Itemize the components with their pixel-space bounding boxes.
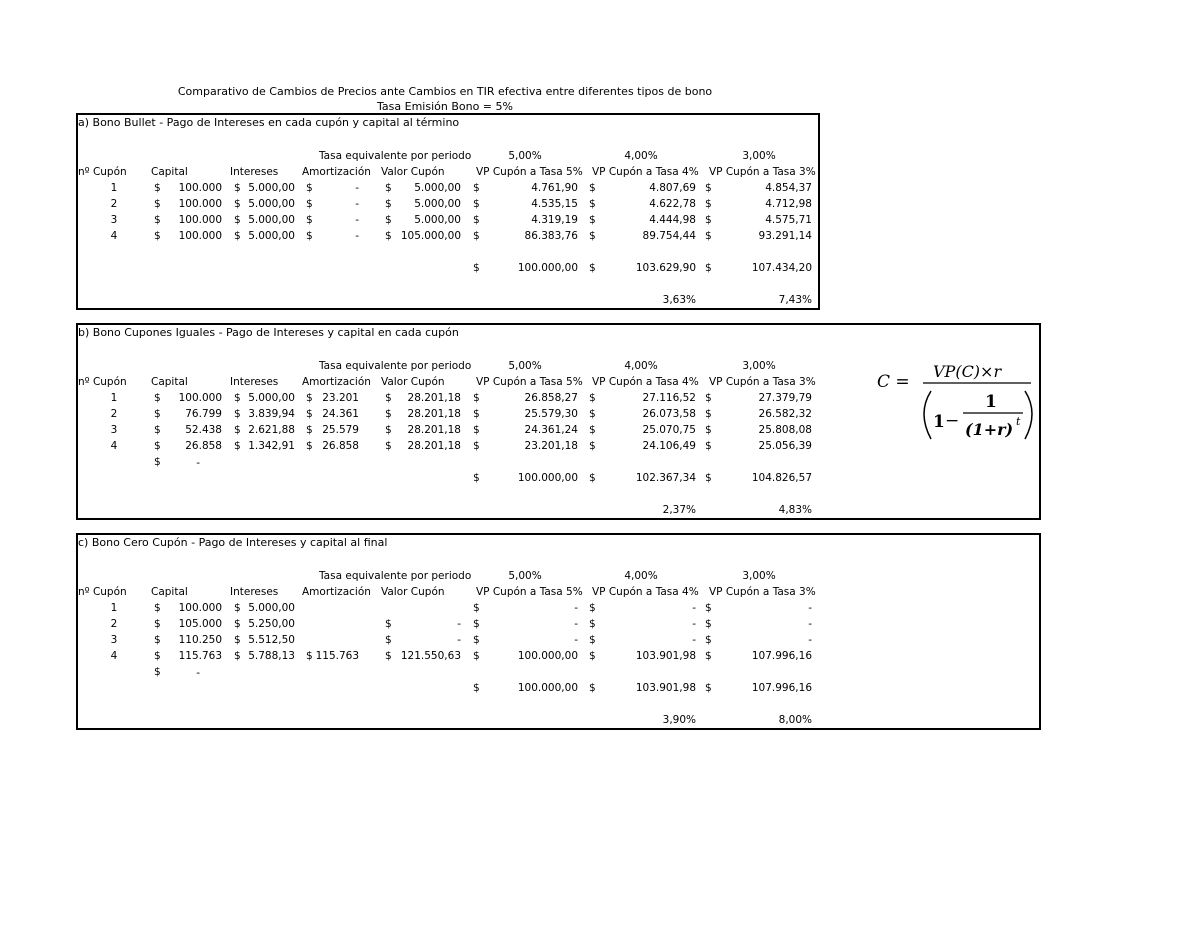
- currency-symbol: $: [385, 198, 392, 210]
- price-change-vp3: 7,43%: [778, 294, 812, 306]
- formula-inner-one: 1: [985, 392, 997, 412]
- total-vp3: 107.434,20: [751, 262, 812, 274]
- column-header: Intereses: [230, 586, 279, 598]
- tasa-label: Tasa equivalente por periodo: [319, 360, 472, 372]
- capital-value: 100.000: [178, 230, 222, 242]
- currency-symbol: $: [154, 602, 161, 614]
- column-header: VP Cupón a Tasa 3%: [709, 166, 816, 178]
- currency-symbol: $: [154, 424, 161, 436]
- currency-symbol: $: [589, 198, 596, 210]
- currency-symbol: $: [589, 182, 596, 194]
- currency-symbol: $: [589, 682, 596, 694]
- currency-symbol: $: [154, 230, 161, 242]
- column-header: Capital: [151, 376, 188, 388]
- amort-value: 23.201: [322, 392, 359, 404]
- capital-value: 100.000: [178, 602, 222, 614]
- column-header: Capital: [151, 166, 188, 178]
- column-header: VP Cupón a Tasa 3%: [709, 376, 816, 388]
- column-header: Valor Cupón: [381, 166, 445, 178]
- currency-symbol: $: [154, 666, 161, 678]
- currency-symbol: $: [306, 440, 313, 452]
- currency-symbol: $: [154, 634, 161, 646]
- valor-value: 28.201,18: [407, 392, 461, 404]
- vp5-value: -: [574, 602, 578, 614]
- currency-symbol: $: [705, 182, 712, 194]
- intereses-value: 2.621,88: [248, 424, 295, 436]
- column-header: VP Cupón a Tasa 4%: [592, 586, 699, 598]
- currency-symbol: $: [385, 440, 392, 452]
- total-vp5: 100.000,00: [517, 472, 578, 484]
- column-header: VP Cupón a Tasa 5%: [476, 166, 583, 178]
- currency-symbol: $: [589, 634, 596, 646]
- vp4-value: 24.106,49: [642, 440, 696, 452]
- amort-value: 26.858: [322, 440, 359, 452]
- currency-symbol: $: [154, 650, 161, 662]
- currency-symbol: $: [385, 182, 392, 194]
- intereses-value: 5.000,00: [248, 198, 295, 210]
- column-header: Valor Cupón: [381, 376, 445, 388]
- currency-symbol: $: [705, 618, 712, 630]
- column-header: nº Cupón: [78, 586, 127, 598]
- column-header: VP Cupón a Tasa 4%: [592, 166, 699, 178]
- currency-symbol: $: [705, 230, 712, 242]
- currency-symbol: $: [589, 440, 596, 452]
- section-title: b) Bono Cupones Iguales - Pago de Intereses y capital en cada cupón: [78, 326, 459, 339]
- currency-symbol: $: [385, 424, 392, 436]
- rate-header: 4,00%: [624, 570, 658, 582]
- currency-symbol: $: [234, 440, 241, 452]
- vp5-value: 23.201,18: [524, 440, 578, 452]
- tasa-label: Tasa equivalente por periodo: [319, 150, 472, 162]
- price-change-vp3: 4,83%: [778, 504, 812, 516]
- currency-symbol: $: [473, 650, 480, 662]
- vp5-value: 4.319,19: [531, 214, 578, 226]
- total-vp5: 100.000,00: [517, 262, 578, 274]
- capital-value: 110.250: [178, 634, 222, 646]
- capital-value: 100.000: [178, 392, 222, 404]
- vp3-value: 25.056,39: [758, 440, 812, 452]
- coupon-number: 1: [110, 392, 118, 404]
- price-change-vp4: 3,90%: [662, 714, 696, 726]
- vp4-value: -: [692, 618, 696, 630]
- currency-symbol: $: [306, 182, 313, 194]
- currency-symbol: $: [154, 440, 161, 452]
- vp5-value: 86.383,76: [524, 230, 578, 242]
- vp4-value: -: [692, 602, 696, 614]
- page-title: Comparativo de Cambios de Precios ante Cambios en TIR efectiva entre diferentes tipos de bono: [177, 85, 713, 98]
- vp4-value: 26.073,58: [642, 408, 696, 420]
- currency-symbol: $: [473, 262, 480, 274]
- capital-value: 26.858: [185, 440, 222, 452]
- currency-symbol: $: [385, 650, 392, 662]
- vp5-value: 4.535,15: [531, 198, 578, 210]
- capital-value: 100.000: [178, 198, 222, 210]
- coupon-number: 1: [110, 182, 118, 194]
- currency-symbol: $: [234, 214, 241, 226]
- currency-symbol: $: [473, 392, 480, 404]
- rate-header: 5,00%: [508, 570, 542, 582]
- currency-symbol: $: [473, 408, 480, 420]
- column-header: Amortización: [302, 376, 371, 388]
- vp3-value: 4.854,37: [765, 182, 812, 194]
- currency-symbol: $: [306, 198, 313, 210]
- currency-symbol: $: [154, 214, 161, 226]
- capital-value: -: [196, 667, 200, 679]
- price-change-vp4: 2,37%: [662, 504, 696, 516]
- currency-symbol: $: [705, 650, 712, 662]
- total-vp4: 103.629,90: [635, 262, 696, 274]
- vp3-value: -: [808, 634, 812, 646]
- intereses-value: 5.000,00: [248, 214, 295, 226]
- section-title: a) Bono Bullet - Pago de Intereses en cada cupón y capital al término: [78, 116, 460, 129]
- vp3-value: 107.996,16: [751, 650, 812, 662]
- vp5-value: 26.858,27: [524, 392, 578, 404]
- currency-symbol: $: [306, 392, 313, 404]
- column-header: VP Cupón a Tasa 4%: [592, 376, 699, 388]
- amort-value: 115.763: [315, 650, 359, 662]
- formula-exponent: t: [1016, 415, 1021, 428]
- currency-symbol: $: [589, 230, 596, 242]
- column-header: Intereses: [230, 166, 279, 178]
- total-vp4: 102.367,34: [635, 472, 696, 484]
- currency-symbol: $: [234, 198, 241, 210]
- intereses-value: 5.788,13: [248, 650, 295, 662]
- currency-symbol: $: [234, 650, 241, 662]
- column-header: Capital: [151, 586, 188, 598]
- currency-symbol: $: [473, 440, 480, 452]
- amort-value: -: [355, 230, 359, 242]
- rate-header: 4,00%: [624, 150, 658, 162]
- currency-symbol: $: [589, 602, 596, 614]
- column-header: nº Cupón: [78, 166, 127, 178]
- amort-value: 24.361: [322, 408, 359, 420]
- coupon-number: 3: [110, 424, 118, 436]
- vp3-value: -: [808, 602, 812, 614]
- formula-minus: −: [945, 411, 960, 431]
- currency-symbol: $: [234, 408, 241, 420]
- intereses-value: 5.512,50: [248, 634, 295, 646]
- coupon-number: 3: [110, 634, 118, 646]
- currency-symbol: $: [306, 214, 313, 226]
- formula-numerator: VP(C)×r: [933, 362, 1002, 381]
- vp3-value: 4.712,98: [765, 198, 812, 210]
- currency-symbol: $: [385, 392, 392, 404]
- vp4-value: -: [692, 634, 696, 646]
- formula-denominator: (1+r): [965, 420, 1014, 439]
- annuity-formula: [875, 355, 1035, 445]
- currency-symbol: $: [705, 634, 712, 646]
- currency-symbol: $: [306, 424, 313, 436]
- vp5-value: 25.579,30: [524, 408, 578, 420]
- column-header: Valor Cupón: [381, 586, 445, 598]
- currency-symbol: $: [473, 198, 480, 210]
- capital-value: 115.763: [178, 650, 222, 662]
- currency-symbol: $: [705, 262, 712, 274]
- amort-value: -: [355, 182, 359, 194]
- valor-value: 28.201,18: [407, 440, 461, 452]
- currency-symbol: $: [234, 424, 241, 436]
- vp3-value: 25.808,08: [758, 424, 812, 436]
- column-header: nº Cupón: [78, 376, 127, 388]
- capital-value: 100.000: [178, 182, 222, 194]
- rate-header: 3,00%: [742, 360, 776, 372]
- total-vp3: 104.826,57: [751, 472, 812, 484]
- coupon-number: 2: [110, 618, 118, 630]
- capital-value: 105.000: [178, 618, 222, 630]
- currency-symbol: $: [154, 408, 161, 420]
- section-c-box: [76, 533, 1041, 730]
- currency-symbol: $: [473, 424, 480, 436]
- vp5-value: -: [574, 618, 578, 630]
- intereses-value: 5.000,00: [248, 182, 295, 194]
- vp3-value: -: [808, 618, 812, 630]
- currency-symbol: $: [473, 602, 480, 614]
- coupon-number: 2: [110, 198, 118, 210]
- vp5-value: -: [574, 634, 578, 646]
- vp5-value: 100.000,00: [517, 650, 578, 662]
- vp4-value: 4.622,78: [649, 198, 696, 210]
- currency-symbol: $: [473, 472, 480, 484]
- currency-symbol: $: [306, 650, 313, 662]
- currency-symbol: $: [154, 456, 161, 468]
- formula-lhs: C =: [877, 372, 910, 392]
- amort-value: -: [355, 214, 359, 226]
- intereses-value: 5.000,00: [248, 602, 295, 614]
- vp4-value: 89.754,44: [642, 230, 696, 242]
- currency-symbol: $: [705, 392, 712, 404]
- formula-one: 1: [933, 412, 945, 432]
- column-header: Intereses: [230, 376, 279, 388]
- capital-value: 52.438: [185, 424, 222, 436]
- currency-symbol: $: [589, 618, 596, 630]
- coupon-number: 4: [110, 650, 118, 662]
- currency-symbol: $: [385, 230, 392, 242]
- total-vp4: 103.901,98: [635, 682, 696, 694]
- valor-value: 5.000,00: [414, 214, 461, 226]
- rate-header: 3,00%: [742, 150, 776, 162]
- currency-symbol: $: [385, 214, 392, 226]
- currency-symbol: $: [234, 602, 241, 614]
- coupon-number: 4: [110, 440, 118, 452]
- total-vp5: 100.000,00: [517, 682, 578, 694]
- currency-symbol: $: [154, 392, 161, 404]
- currency-symbol: $: [589, 408, 596, 420]
- tasa-label: Tasa equivalente por periodo: [319, 570, 472, 582]
- coupon-number: 4: [110, 230, 118, 242]
- rate-header: 4,00%: [624, 360, 658, 372]
- valor-value: 28.201,18: [407, 424, 461, 436]
- currency-symbol: $: [705, 198, 712, 210]
- currency-symbol: $: [705, 602, 712, 614]
- vp4-value: 4.444,98: [649, 214, 696, 226]
- coupon-number: 2: [110, 408, 118, 420]
- currency-symbol: $: [473, 230, 480, 242]
- vp3-value: 4.575,71: [765, 214, 812, 226]
- currency-symbol: $: [705, 214, 712, 226]
- vp3-value: 26.582,32: [758, 408, 812, 420]
- rate-header: 5,00%: [508, 150, 542, 162]
- capital-value: 100.000: [178, 214, 222, 226]
- currency-symbol: $: [306, 230, 313, 242]
- vp3-value: 27.379,79: [758, 392, 812, 404]
- currency-symbol: $: [234, 230, 241, 242]
- column-header: Amortización: [302, 586, 371, 598]
- intereses-value: 5.000,00: [248, 392, 295, 404]
- valor-value: -: [457, 618, 461, 630]
- currency-symbol: $: [154, 618, 161, 630]
- total-vp3: 107.996,16: [751, 682, 812, 694]
- currency-symbol: $: [306, 408, 313, 420]
- intereses-value: 1.342,91: [248, 440, 295, 452]
- currency-symbol: $: [705, 408, 712, 420]
- currency-symbol: $: [589, 392, 596, 404]
- section-a-box: [76, 113, 820, 310]
- currency-symbol: $: [473, 634, 480, 646]
- column-header: VP Cupón a Tasa 5%: [476, 586, 583, 598]
- intereses-value: 5.250,00: [248, 618, 295, 630]
- currency-symbol: $: [589, 650, 596, 662]
- coupon-number: 3: [110, 214, 118, 226]
- capital-value: 76.799: [185, 408, 222, 420]
- currency-symbol: $: [705, 682, 712, 694]
- currency-symbol: $: [705, 424, 712, 436]
- rate-header: 5,00%: [508, 360, 542, 372]
- vp3-value: 93.291,14: [758, 230, 812, 242]
- currency-symbol: $: [385, 408, 392, 420]
- intereses-value: 5.000,00: [248, 230, 295, 242]
- section-title: c) Bono Cero Cupón - Pago de Intereses y capital al final: [78, 536, 388, 549]
- currency-symbol: $: [705, 440, 712, 452]
- currency-symbol: $: [234, 182, 241, 194]
- currency-symbol: $: [234, 634, 241, 646]
- currency-symbol: $: [385, 618, 392, 630]
- amort-value: 25.579: [322, 424, 359, 436]
- capital-value: -: [196, 457, 200, 469]
- vp4-value: 27.116,52: [642, 392, 696, 404]
- rate-header: 3,00%: [742, 570, 776, 582]
- valor-value: 121.550,63: [400, 650, 461, 662]
- vp5-value: 4.761,90: [531, 182, 578, 194]
- page-subtitle: Tasa Emisión Bono = 5%: [377, 100, 513, 113]
- currency-symbol: $: [589, 472, 596, 484]
- intereses-value: 3.839,94: [248, 408, 295, 420]
- column-header: Amortización: [302, 166, 371, 178]
- price-change-vp4: 3,63%: [662, 294, 696, 306]
- currency-symbol: $: [473, 618, 480, 630]
- currency-symbol: $: [705, 472, 712, 484]
- currency-symbol: $: [473, 214, 480, 226]
- column-header: VP Cupón a Tasa 5%: [476, 376, 583, 388]
- currency-symbol: $: [234, 392, 241, 404]
- amort-value: -: [355, 198, 359, 210]
- currency-symbol: $: [589, 214, 596, 226]
- valor-value: 28.201,18: [407, 408, 461, 420]
- valor-value: -: [457, 634, 461, 646]
- valor-value: 105.000,00: [400, 230, 461, 242]
- valor-value: 5.000,00: [414, 182, 461, 194]
- vp4-value: 4.807,69: [649, 182, 696, 194]
- currency-symbol: $: [473, 682, 480, 694]
- currency-symbol: $: [234, 618, 241, 630]
- column-header: VP Cupón a Tasa 3%: [709, 586, 816, 598]
- currency-symbol: $: [154, 198, 161, 210]
- price-change-vp3: 8,00%: [778, 714, 812, 726]
- currency-symbol: $: [589, 262, 596, 274]
- vp4-value: 103.901,98: [635, 650, 696, 662]
- valor-value: 5.000,00: [414, 198, 461, 210]
- coupon-number: 1: [110, 602, 118, 614]
- vp4-value: 25.070,75: [642, 424, 696, 436]
- currency-symbol: $: [473, 182, 480, 194]
- currency-symbol: $: [589, 424, 596, 436]
- currency-symbol: $: [385, 634, 392, 646]
- currency-symbol: $: [154, 182, 161, 194]
- vp5-value: 24.361,24: [524, 424, 578, 436]
